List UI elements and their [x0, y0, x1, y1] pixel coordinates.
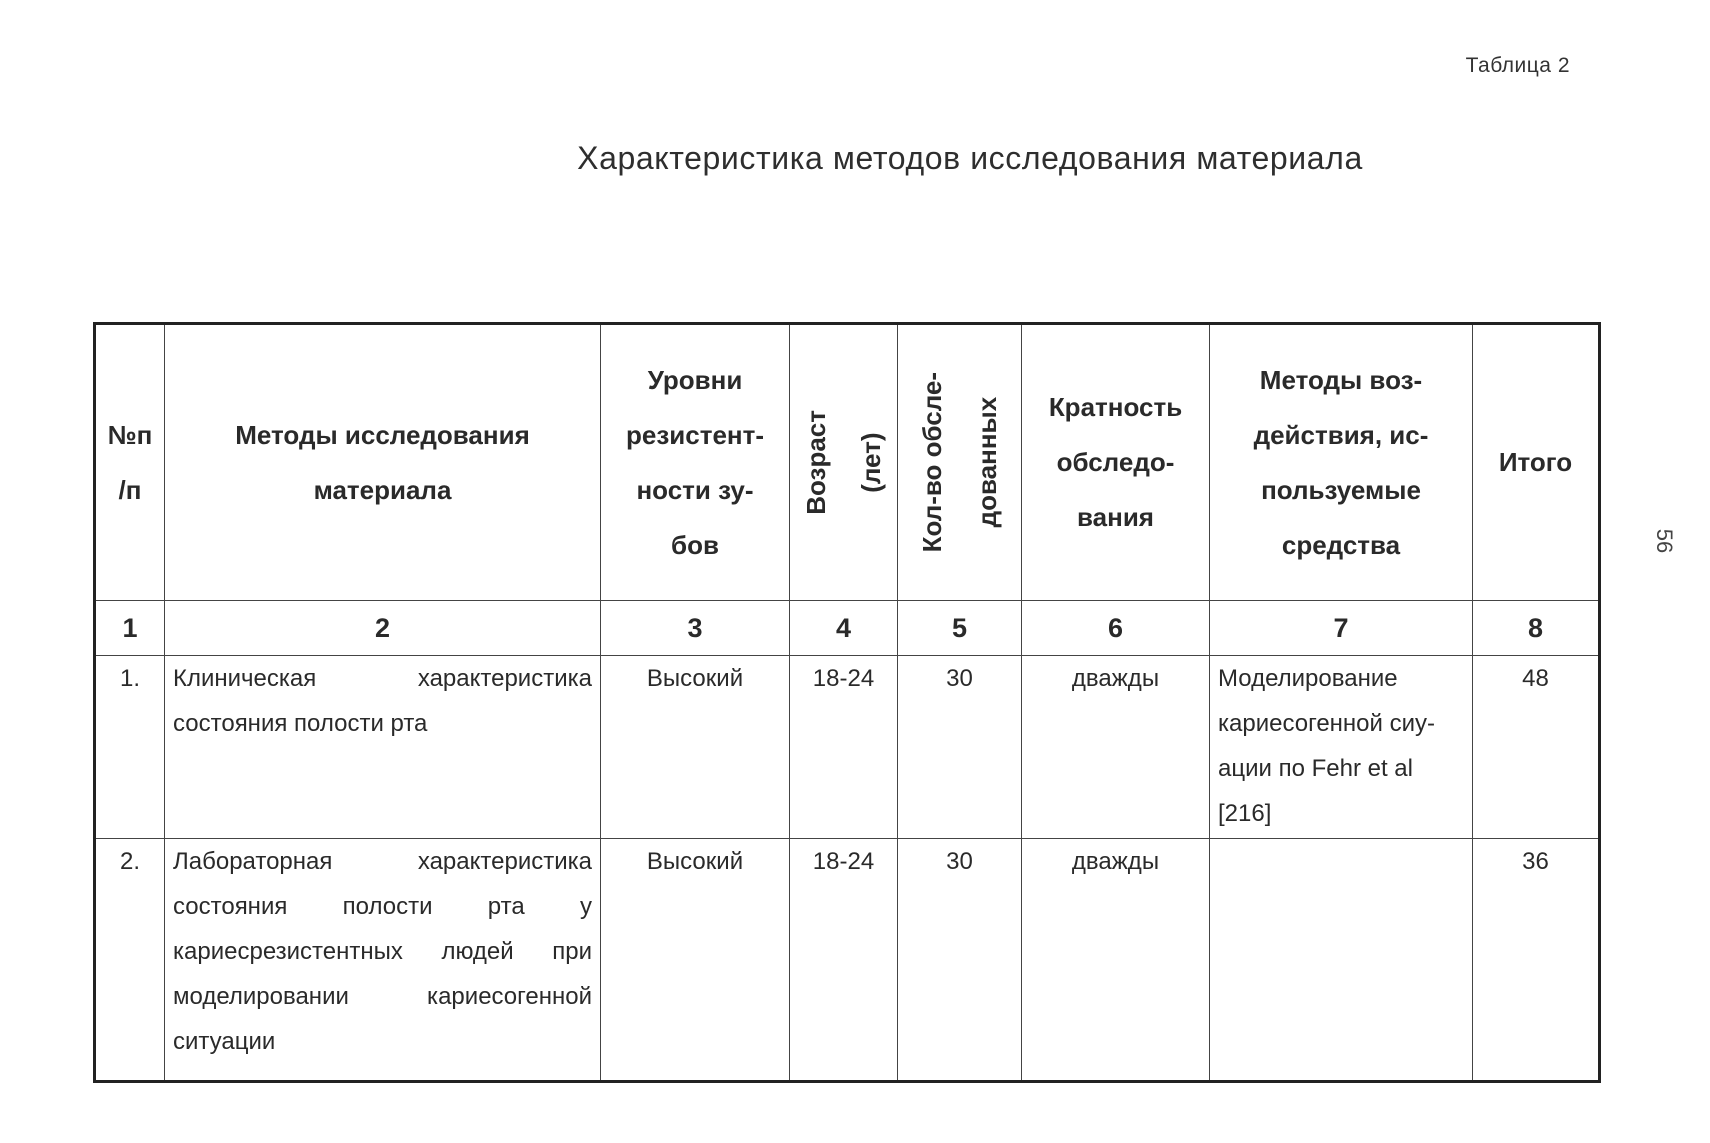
- header-number: №п /п: [107, 419, 153, 505]
- row-age: 18-24: [790, 839, 898, 1082]
- row-resistance: Высокий: [601, 839, 790, 1082]
- header-cell: [1022, 324, 1210, 601]
- column-number: 3: [601, 601, 790, 656]
- header-frequency: Кратность обследо- вания: [1048, 392, 1183, 532]
- header-count: Кол-во обсле- дованных: [916, 372, 1002, 553]
- row-frequency: дважды: [1022, 656, 1210, 839]
- column-number: 4: [790, 601, 898, 656]
- header-cell: [95, 324, 165, 601]
- row-count: 30: [898, 839, 1022, 1082]
- row-total: 48: [1473, 656, 1600, 839]
- header-cell: [165, 324, 601, 601]
- page-title: Характеристика методов исследования материала: [577, 140, 1363, 176]
- column-number: 2: [165, 601, 601, 656]
- table-label: Таблица 2: [1465, 54, 1570, 77]
- header-methods: Методы исследования материала: [235, 419, 530, 505]
- table-row: [95, 656, 1600, 839]
- row-method: Клиническая характеристика состояния полости рта: [165, 656, 601, 839]
- column-number: 6: [1022, 601, 1210, 656]
- header-cell: [790, 324, 898, 601]
- column-number: 1: [95, 601, 165, 656]
- header-cell: [1473, 324, 1600, 601]
- row-age: 18-24: [790, 656, 898, 839]
- header-age: Возраст (лет): [800, 410, 886, 515]
- methods-table: [93, 322, 1601, 1083]
- column-number: 8: [1473, 601, 1600, 656]
- row-number: 1.: [95, 656, 165, 839]
- table-row: [95, 839, 1600, 1082]
- header-cell: [601, 324, 790, 601]
- row-resistance: Высокий: [601, 656, 790, 839]
- row-number: 2.: [95, 839, 165, 1082]
- row-means: [1210, 839, 1473, 1082]
- row-method: Лабораторная характеристика состояния полости рта у кариесрезистентных людей при моделировании кариесогенной ситуации: [165, 839, 601, 1082]
- header-row: [95, 324, 1600, 601]
- row-means: Моделирование кариесогенной сиу- ации по Fehr et al [216]: [1210, 656, 1473, 839]
- row-count: 30: [898, 656, 1022, 839]
- row-total: 36: [1473, 839, 1600, 1082]
- header-resistance: Уровни резистент- ности зу- бов: [626, 364, 764, 560]
- row-frequency: дважды: [1022, 839, 1210, 1082]
- header-cell: [1210, 324, 1473, 601]
- header-means: Методы воз- действия, ис- пользуемые средства: [1253, 364, 1429, 560]
- page-number: 56: [1652, 528, 1678, 554]
- header-total: Итого: [1498, 447, 1573, 477]
- column-number-row: [95, 601, 1600, 656]
- header-cell: [898, 324, 1022, 601]
- column-number: 5: [898, 601, 1022, 656]
- column-number: 7: [1210, 601, 1473, 656]
